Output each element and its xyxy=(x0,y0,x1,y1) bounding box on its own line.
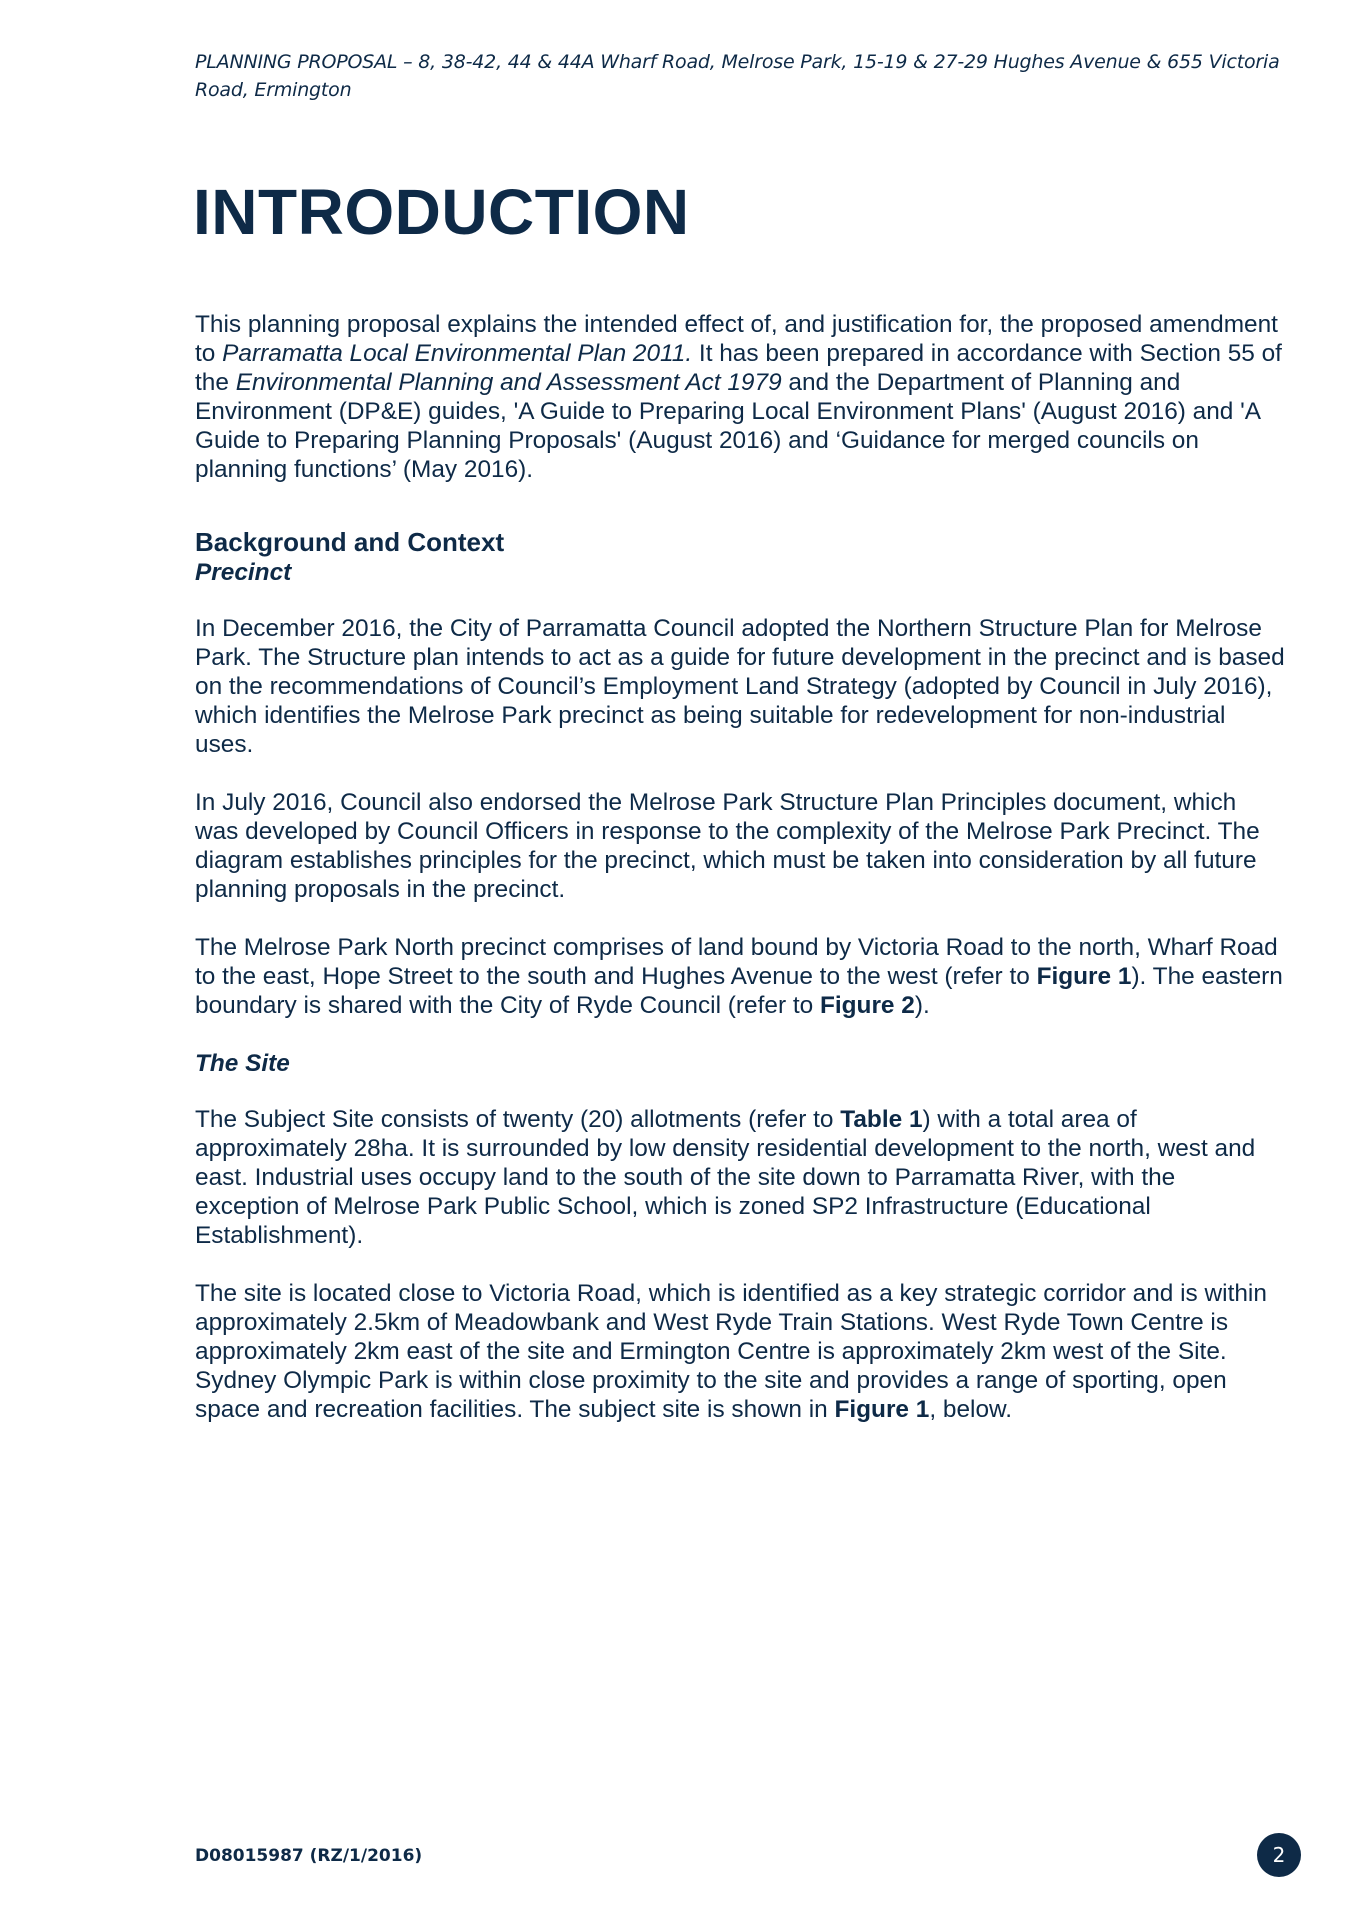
precinct-paragraph-2: In July 2016, Council also endorsed the Melrose Park Structure Plan Principles document, which was developed by Council Officers in response to the complexity of the Melrose Park Precinct. The diagram establishes principles for the precinct, which must be taken into consideration by all future planning proposals in the precinct. xyxy=(195,789,1260,903)
figure-1-reference-site: Figure 1 xyxy=(834,1396,930,1423)
precinct-paragraph-3 xyxy=(195,933,1285,1020)
intro-paragraph xyxy=(195,310,1285,484)
subheading-the-site: The Site xyxy=(195,1050,290,1077)
body-text xyxy=(195,310,1285,1453)
subheading-precinct: Precinct xyxy=(195,559,292,586)
running-header: PLANNING PROPOSAL – 8, 38-42, 44 & 44A Wharf Road, Melrose Park, 15-19 & 27-29 Hughes Avenue & 655 Victoria Road, Ermington xyxy=(195,51,1280,101)
site-paragraph-2 xyxy=(195,1279,1285,1424)
section-heading-background: Background and Context xyxy=(195,527,505,557)
page-title: INTRODUCTION xyxy=(193,176,690,248)
precinct-p3-text-2: ). The eastern boundary is shared with the City of Ryde Council (refer to xyxy=(195,963,1283,1019)
figure-1-reference: Figure 1 xyxy=(1036,963,1132,990)
intro-text-3: and the Department of Planning and Environment (DP&E) guides, 'A Guide to Preparing Local Environment Plans' (August 2016) and 'A Guide to Preparing Planning Proposals' (August 2016) and ‘Guidance for merged councils on planning functions’ (May 2016). xyxy=(195,369,1260,483)
precinct-p3-text-3: ). xyxy=(914,992,930,1019)
site-p2-text-2: , below. xyxy=(929,1396,1013,1423)
table-1-reference: Table 1 xyxy=(840,1106,923,1133)
precinct-p3-text-1: The Melrose Park North precinct comprises of land bound by Victoria Road to the north, Wharf Road to the east, Hope Street to the south and Hughes Avenue to the west (refer to xyxy=(195,934,1278,990)
intro-text-1: This planning proposal explains the intended effect of, and justification for, the proposed amendment to xyxy=(195,311,1278,367)
site-p2-text-1: The site is located close to Victoria Road, which is identified as a key strategic corridor and is within approximately 2.5km of Meadowbank and West Ryde Train Stations. West Ryde Town Centre is approximately 2km east of the site and Ermington Centre is approximately 2km west of the Site. Sydney Olympic Park is within close proximity to the site and provides a range of sporting, open space and recreation facilities. The subject site is shown in xyxy=(195,1280,1267,1423)
intro-act-title: Environmental Planning and Assessment Act 1979 xyxy=(235,369,782,396)
intro-text-2: It has been prepared in accordance with Section 55 of the xyxy=(195,340,1282,396)
figure-2-reference: Figure 2 xyxy=(819,992,915,1019)
document-reference: D08015987 (RZ/1/2016) xyxy=(195,1846,423,1866)
site-p1-text-2: ) with a total area of approximately 28ha. It is surrounded by low density residential development to the north, west and east. Industrial uses occupy land to the south of the site down to Parramatta River, with the exception of Melrose Park Public School, which is zoned SP2 Infrastructure (Educational Establishment). xyxy=(195,1106,1256,1249)
page-number-badge: 2 xyxy=(1257,1833,1301,1877)
site-p1-text-1: The Subject Site consists of twenty (20) allotments (refer to xyxy=(195,1106,841,1133)
precinct-paragraph-1: In December 2016, the City of Parramatta Council adopted the Northern Structure Plan for Melrose Park. The Structure plan intends to act as a guide for future development in the precinct and is based on the recommendations of Council’s Employment Land Strategy (adopted by Council in July 2016), which identifies the Melrose Park precinct as being suitable for redevelopment for non-industrial uses. xyxy=(195,615,1285,758)
site-paragraph-1 xyxy=(195,1105,1285,1250)
intro-lep-title: Parramatta Local Environmental Plan 2011. xyxy=(222,340,693,367)
